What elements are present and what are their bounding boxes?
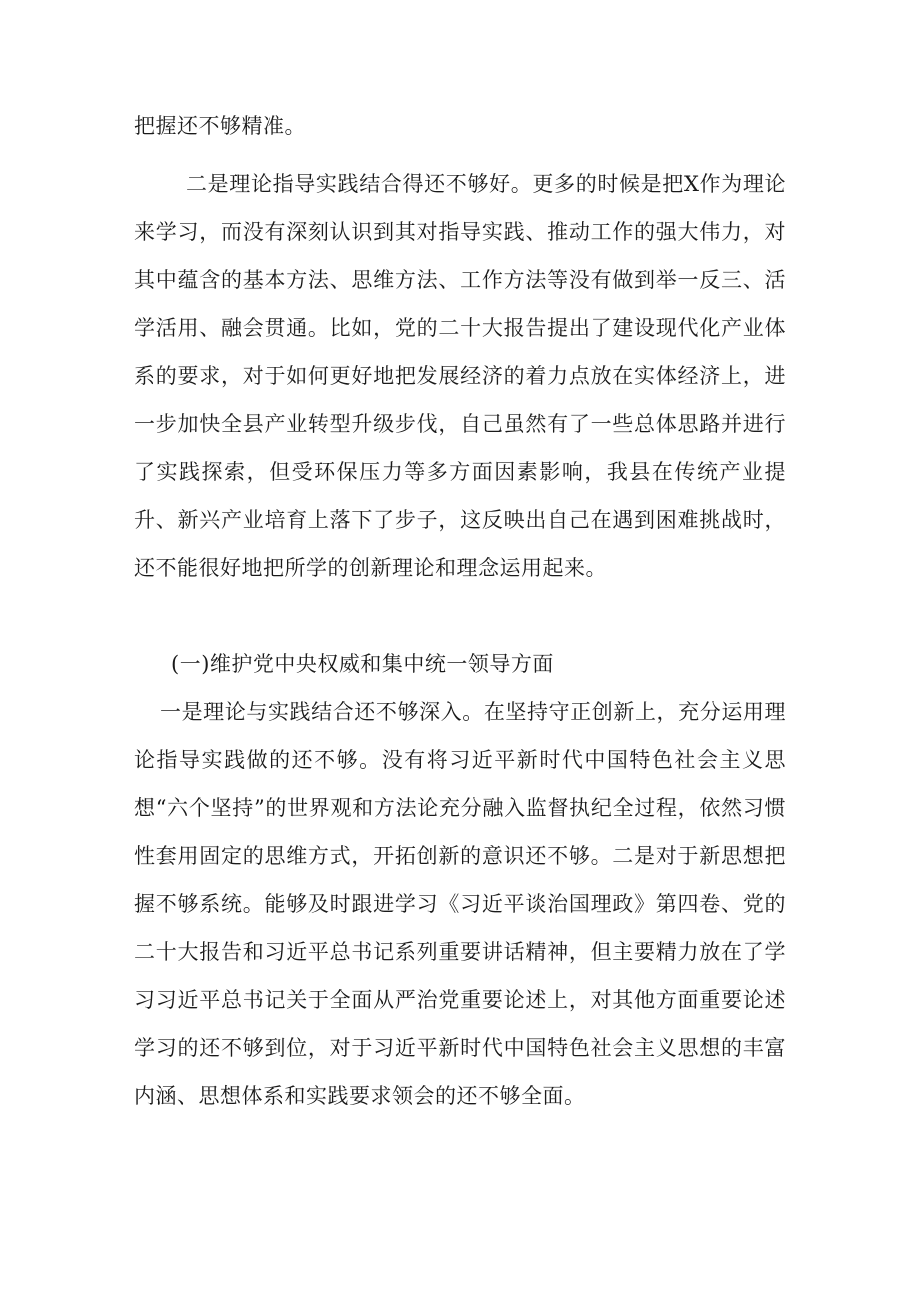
- paragraph-continuation: 把握还不够精准。: [134, 114, 306, 138]
- paragraph-section-one: 一是理论与实践结合还不够深入。在坚持守正创新上，充分运用理论指导实践做的还不够。没有将习近平新时代中国特色社会主义思想“六个坚持”的世界观和方法论充分融入监督执纪全过程，依然习惯性套用固定的思维方式，开拓创新的意识还不够。二是对于新思想把握不够系统。能够及时跟进学习《习近平谈治国理政》第四卷、党的二十大报告和习近平总书记系列重要讲话精神，但主要精力放在了学习习近平总书记关于全面从严治党重要论述上，对其他方面重要论述学习的还不够到位，对于习近平新时代中国特色社会主义思想的丰富内涵、思想体系和实践要求领会的还不够全面。: [134, 700, 786, 1108]
- paragraph-theory-practice: 二是理论指导实践结合得还不够好。更多的时候是把X作为理论来学习，而没有深刻认识到其对指导实践、推动工作的强大伟力，对其中蕴含的基本方法、思维方法、工作方法等没有做到举一反三、活学活用、融会贯通。比如，党的二十大报告提出了建设现代化产业体系的要求，对于如何更好地把发展经济的着力点放在实体经济上，进一步加快全县产业转型升级步伐，自己虽然有了一些总体思路并进行了实践探索，但受环保压力等多方面因素影响，我县在传统产业提升、新兴产业培育上落下了步子，这反映出自己在遇到困难挑战时，还不能很好地把所学的创新理论和理念运用起来。: [134, 172, 786, 580]
- section-heading: (一)维护党中央权威和集中统一领导方面: [171, 652, 554, 676]
